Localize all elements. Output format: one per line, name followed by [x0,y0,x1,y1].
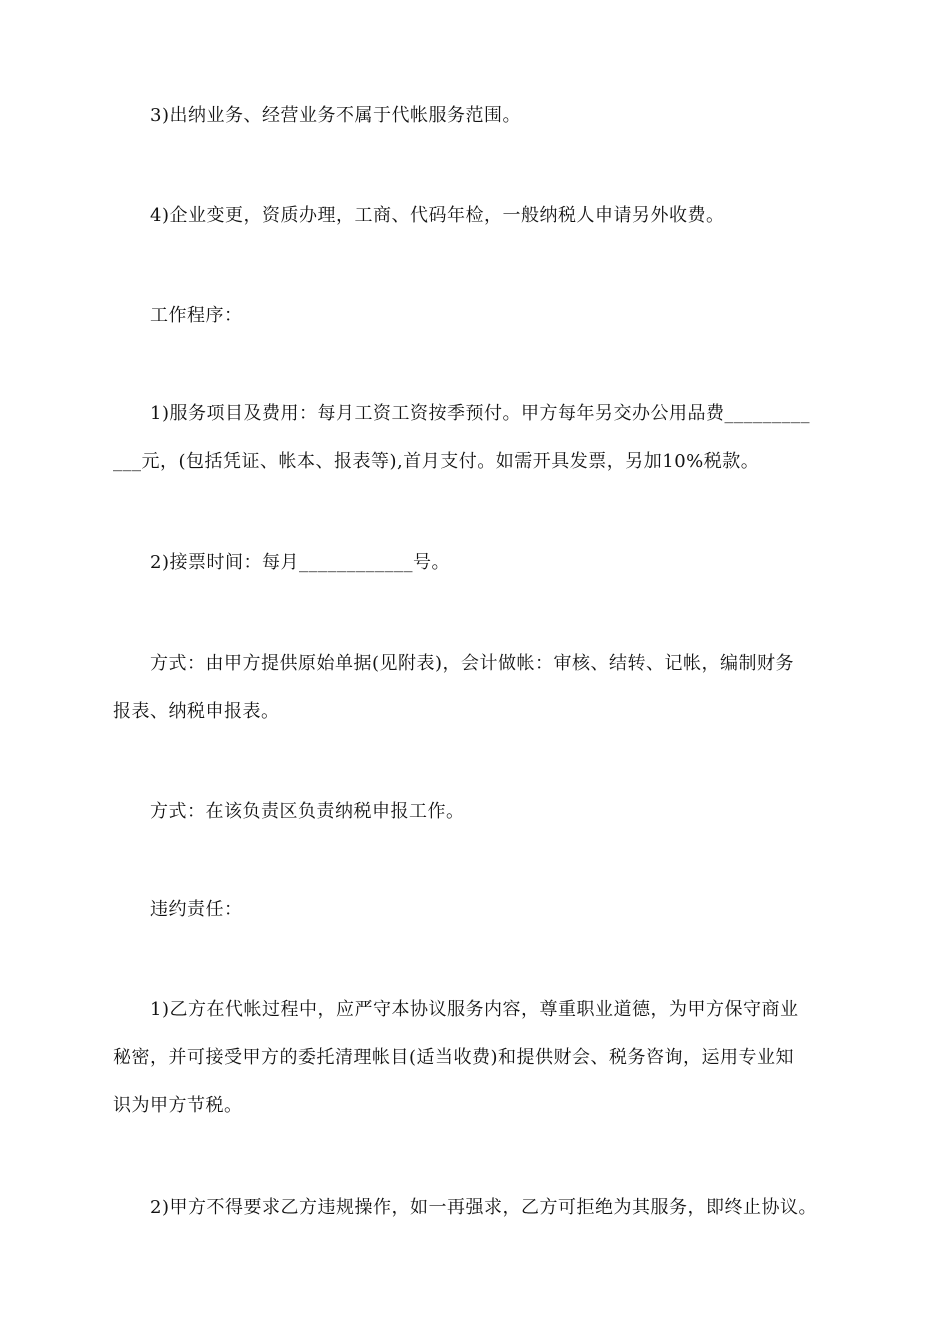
section-heading-breach-liability [113,886,841,934]
text-line: 1)乙方在代帐过程中，应严守本协议服务内容，尊重职业道德，为甲方保守商业 [150,999,799,1020]
text-line: 识为甲方节税。 [113,1095,243,1116]
text-line: ___元，(包括凭证、帐本、报表等),首月支付。如需开具发票，另加10%税款。 [113,451,760,472]
paragraph-party-b-duties [113,986,841,1130]
paragraph-method-bookkeeping [113,640,841,736]
text-line: 3)出纳业务、经营业务不属于代帐服务范围。 [150,105,521,126]
text-line: 方式：由甲方提供原始单据(见附表)，会计做帐：审核、结转、记帐，编制财务 [150,653,795,674]
paragraph-cashier-scope [113,92,841,140]
text-line: 报表、纳税申报表。 [113,701,280,722]
text-line: 秘密，并可接受甲方的委托清理帐目(适当收费)和提供财会、税务咨询，运用专业知 [113,1047,795,1068]
text-line: 违约责任： [150,899,243,920]
paragraph-service-fees [113,390,841,486]
text-line: 方式：在该负责区负责纳税申报工作。 [150,801,465,822]
text-line: 4)企业变更，资质办理，工商、代码年检，一般纳税人申请另外收费。 [150,205,725,226]
paragraph-method-tax-filing [113,788,841,836]
section-heading-work-procedure [113,292,841,340]
paragraph-extra-fees [113,192,841,240]
text-line: 工作程序： [150,305,243,326]
text-line: 1)服务项目及费用：每月工资工资按季预付。甲方每年另交办公用品费_________ [150,403,810,424]
paragraph-party-a-restrictions [113,1184,841,1232]
text-line: 2)接票时间：每月____________号。 [150,552,450,573]
paragraph-receipt-time [113,539,841,587]
text-line: 2)甲方不得要求乙方违规操作，如一再强求，乙方可拒绝为其服务，即终止协议。 [150,1197,817,1218]
